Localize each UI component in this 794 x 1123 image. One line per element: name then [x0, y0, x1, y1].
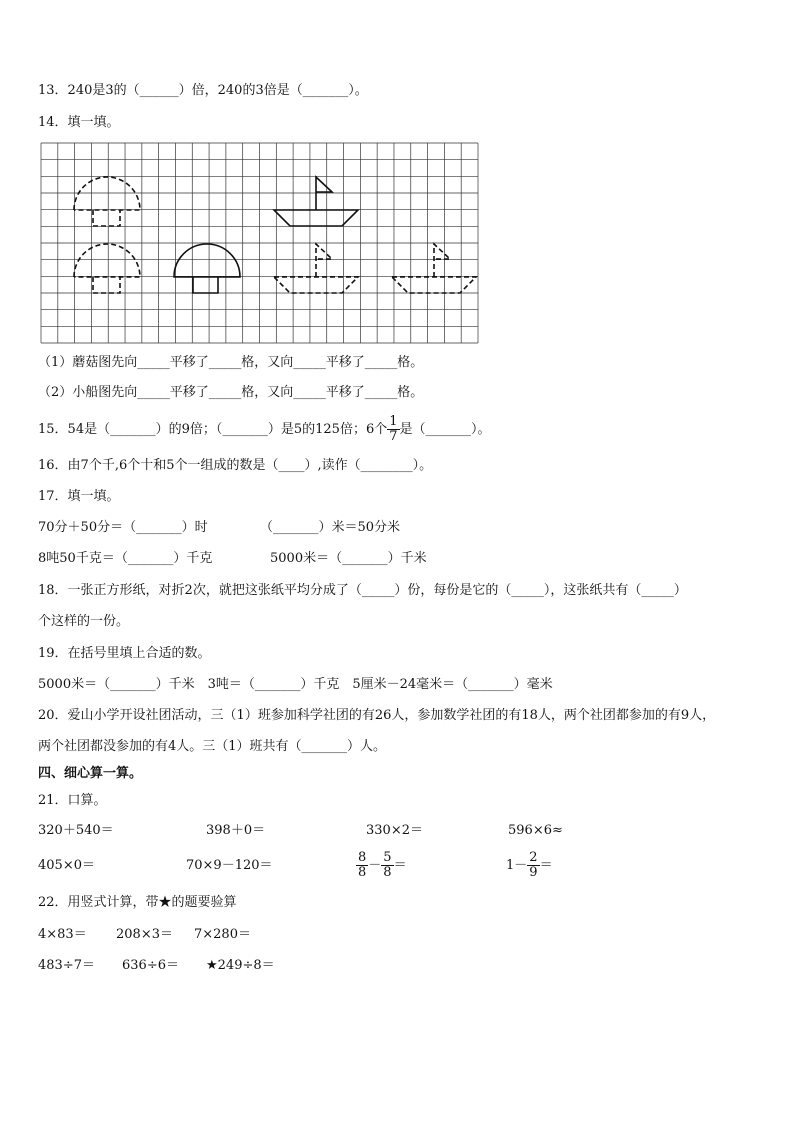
question-20-line-2: 两个社团都没参加的有4人。三（1）班共有（_______）人。: [38, 739, 387, 754]
mental-math-item: 398＋0＝: [206, 823, 266, 838]
fraction-denominator: 9: [529, 865, 538, 880]
mental-math-item: 320＋540＝: [38, 823, 114, 838]
vertical-calc-item: 208×3＝: [116, 927, 173, 942]
question-21-title: 21．口算。: [38, 793, 107, 808]
vertical-calc-item: ★249÷8＝: [206, 958, 275, 973]
boat-dashed-hull-2: [392, 277, 476, 293]
fraction-subtraction-item: [356, 846, 407, 886]
equals-sign: ＝: [393, 858, 407, 873]
mushroom-dashed-stem-bottom: [93, 277, 120, 293]
fraction-numerator: 5: [383, 850, 392, 865]
mental-math-item: 330×2＝: [366, 823, 423, 838]
fraction-subtraction-item-2: [506, 846, 553, 886]
question-15-part-1: 15．54是（_______）的9倍；（_______）是5的125倍；6个: [38, 422, 388, 437]
mental-math-item: 405×0＝: [38, 858, 95, 873]
fraction-a: [356, 851, 368, 880]
question-18-line-2: 个这样的一份。: [38, 614, 130, 629]
fraction-denominator: 7: [389, 429, 398, 444]
boat-dashed-mast-1: [316, 244, 332, 277]
one-minus: 1－: [506, 858, 528, 873]
question-17-title: 17．填一填。: [38, 489, 120, 504]
question-17-a: 70分＋50分＝（_______）时: [38, 520, 208, 535]
question-19-items: 5000米＝（_______）千米 3吨＝（_______）千克 5厘米－24毫米＝（_______）毫米: [38, 677, 553, 692]
fraction-denominator: 8: [383, 865, 392, 880]
vertical-calc-item: 483÷7＝: [38, 958, 95, 973]
fraction-b: [381, 851, 393, 880]
fraction-numerator: 2: [529, 850, 538, 865]
boat-dashed-mast-2: [434, 244, 450, 277]
translation-grid-figure: [40, 142, 480, 344]
mushroom-solid-stem: [193, 277, 218, 293]
question-17-b: （_______）米＝50分米: [260, 520, 401, 535]
mushroom-dashed-bottom: [74, 244, 140, 277]
fraction-numerator: 1: [389, 414, 398, 429]
question-15-part-2: 是（_______）。: [399, 422, 491, 437]
question-20-line-1: 20．爱山小学开设社团活动，三（1）班参加科学社团的有26人，参加数学社团的有18人，两个社团都参加的有9人，: [38, 708, 716, 723]
mental-math-item: 70×9－120＝: [186, 858, 273, 873]
boat-dashed-hull-1: [274, 277, 358, 293]
fraction-one-seventh: [387, 415, 399, 444]
question-17-d: 5000米＝（_______）千米: [270, 551, 427, 566]
vertical-calc-item: 636÷6＝: [122, 958, 179, 973]
fraction-denominator: 8: [358, 865, 367, 880]
question-17-c: 8吨50千克＝（_______）千克: [38, 551, 213, 566]
mushroom-dashed-top: [74, 177, 140, 210]
fraction-two-ninths: [527, 851, 539, 880]
section-4-heading: 四、细心算一算。: [38, 766, 143, 781]
mushroom-solid: [174, 244, 240, 277]
boat-solid-hull: [274, 210, 358, 226]
question-14-title: 14．填一填。: [38, 115, 120, 130]
minus-sign: －: [368, 858, 382, 873]
question-13: 13．240是3的（______）倍，240的3倍是（_______）。: [38, 83, 368, 98]
question-16: 16．由7个千,6个十和5个一组成的数是（____）,读作（________）。: [38, 458, 433, 473]
fraction-numerator: 8: [358, 850, 367, 865]
boat-solid-mast: [316, 177, 332, 210]
equals-sign: ＝: [539, 858, 553, 873]
question-15: [38, 413, 491, 447]
question-22-title: 22．用竖式计算，带★的题要验算: [38, 895, 237, 910]
mental-math-item: 596×6≈: [508, 823, 563, 838]
question-14-part-2: （2）小船图先向_____平移了_____格，又向_____平移了_____格。: [38, 385, 424, 400]
question-19-title: 19．在括号里填上合适的数。: [38, 646, 211, 661]
vertical-calc-item: 7×280＝: [194, 927, 251, 942]
question-14-part-1: （1）蘑菇图先向_____平移了_____格，又向_____平移了_____格。: [38, 355, 424, 370]
mushroom-dashed-stem-top: [93, 210, 120, 226]
question-18-line-1: 18．一张正方形纸，对折2次，就把这张纸平均分成了（_____）份，每份是它的（_____），这张纸共有（_____）: [38, 583, 687, 598]
vertical-calc-item: 4×83＝: [38, 927, 87, 942]
